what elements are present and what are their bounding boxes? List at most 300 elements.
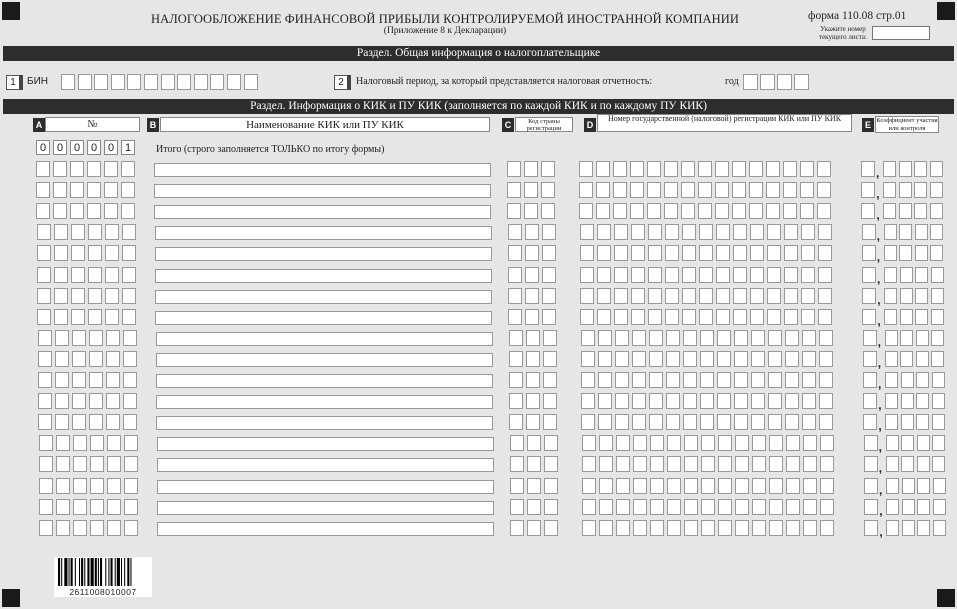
registration-number-cell[interactable] [716, 224, 730, 240]
cfc-name-input[interactable] [156, 395, 493, 409]
registration-number-cell[interactable] [801, 245, 815, 261]
registration-number-cell[interactable] [614, 288, 628, 304]
registration-number-cell[interactable] [682, 224, 696, 240]
bin-digit-cell[interactable] [61, 74, 75, 90]
coefficient-integer-cell[interactable] [864, 456, 878, 472]
registration-number-cell[interactable] [648, 245, 662, 261]
registration-number-cell[interactable] [699, 224, 713, 240]
registration-number-cell[interactable] [783, 182, 797, 198]
country-code-cell[interactable] [525, 309, 539, 325]
row-number-cell[interactable] [107, 478, 121, 494]
row-number-cell[interactable] [73, 435, 87, 451]
registration-number-cell[interactable] [633, 520, 647, 536]
coefficient-decimal-cell[interactable] [901, 414, 914, 430]
bin-digit-cell[interactable] [78, 74, 92, 90]
registration-number-cell[interactable] [783, 203, 797, 219]
registration-number-cell[interactable] [767, 309, 781, 325]
registration-number-cell[interactable] [647, 161, 661, 177]
country-code-cell[interactable] [526, 414, 540, 430]
registration-number-cell[interactable] [700, 372, 714, 388]
country-code-cell[interactable] [526, 372, 540, 388]
registration-number-cell[interactable] [631, 245, 645, 261]
coefficient-decimal-cell[interactable] [886, 435, 899, 451]
row-number-cell[interactable] [87, 203, 101, 219]
row-number-cell[interactable] [122, 267, 136, 283]
registration-number-cell[interactable] [596, 182, 610, 198]
coefficient-decimal-cell[interactable] [884, 245, 897, 261]
registration-number-cell[interactable] [665, 309, 679, 325]
registration-number-cell[interactable] [735, 435, 749, 451]
registration-number-cell[interactable] [700, 393, 714, 409]
row-number-cell[interactable] [121, 182, 135, 198]
registration-number-cell[interactable] [717, 414, 731, 430]
country-code-cell[interactable] [541, 161, 555, 177]
registration-number-cell[interactable] [735, 456, 749, 472]
registration-number-cell[interactable] [785, 372, 799, 388]
coefficient-decimal-cell[interactable] [886, 520, 899, 536]
row-number-cell[interactable] [38, 372, 52, 388]
row-number-cell[interactable] [107, 520, 121, 536]
registration-number-cell[interactable] [769, 520, 783, 536]
registration-number-cell[interactable] [733, 224, 747, 240]
country-code-cell[interactable] [508, 245, 522, 261]
registration-number-cell[interactable] [734, 414, 748, 430]
row-number-cell[interactable] [53, 203, 67, 219]
registration-number-cell[interactable] [649, 414, 663, 430]
registration-number-cell[interactable] [698, 182, 712, 198]
coefficient-decimal-cell[interactable] [915, 309, 928, 325]
row-number-cell[interactable] [55, 414, 69, 430]
bin-digit-cell[interactable] [210, 74, 224, 90]
registration-number-cell[interactable] [664, 182, 678, 198]
coefficient-decimal-cell[interactable] [917, 478, 930, 494]
country-code-cell[interactable] [508, 267, 522, 283]
registration-number-cell[interactable] [598, 414, 612, 430]
registration-number-cell[interactable] [599, 456, 613, 472]
registration-number-cell[interactable] [666, 414, 680, 430]
row-number-cell[interactable] [70, 203, 84, 219]
registration-number-cell[interactable] [616, 478, 630, 494]
registration-number-cell[interactable] [751, 330, 765, 346]
registration-number-cell[interactable] [581, 330, 595, 346]
row-number-cell[interactable] [56, 520, 70, 536]
registration-number-cell[interactable] [630, 161, 644, 177]
registration-number-cell[interactable] [800, 203, 814, 219]
row-number-cell[interactable] [122, 309, 136, 325]
registration-number-cell[interactable] [615, 351, 629, 367]
registration-number-cell[interactable] [649, 372, 663, 388]
country-code-cell[interactable] [509, 372, 523, 388]
row-number-cell[interactable] [88, 224, 102, 240]
coefficient-decimal-cell[interactable] [885, 372, 898, 388]
row-number-cell[interactable] [73, 478, 87, 494]
country-code-cell[interactable] [542, 245, 556, 261]
registration-number-cell[interactable] [700, 330, 714, 346]
row-number-cell[interactable] [90, 520, 104, 536]
coefficient-decimal-cell[interactable] [884, 224, 897, 240]
registration-number-cell[interactable] [718, 499, 732, 515]
row-number-cell[interactable] [124, 478, 138, 494]
row-number-cell[interactable] [90, 499, 104, 515]
registration-number-cell[interactable] [682, 267, 696, 283]
coefficient-decimal-cell[interactable] [915, 267, 928, 283]
cfc-name-input[interactable] [155, 226, 492, 240]
row-number-cell[interactable] [105, 267, 119, 283]
country-code-cell[interactable] [544, 456, 558, 472]
row-number-cell[interactable] [124, 520, 138, 536]
row-number-cell[interactable] [39, 499, 53, 515]
row-number-cell[interactable] [53, 182, 67, 198]
registration-number-cell[interactable] [681, 203, 695, 219]
country-code-cell[interactable] [510, 478, 524, 494]
coefficient-integer-cell[interactable] [864, 478, 878, 494]
row-number-cell[interactable] [36, 182, 50, 198]
coefficient-decimal-cell[interactable] [885, 330, 898, 346]
registration-number-cell[interactable] [786, 478, 800, 494]
coefficient-integer-cell[interactable] [862, 309, 876, 325]
registration-number-cell[interactable] [665, 288, 679, 304]
registration-number-cell[interactable] [633, 435, 647, 451]
registration-number-cell[interactable] [632, 414, 646, 430]
row-number-cell[interactable] [123, 351, 137, 367]
coefficient-decimal-cell[interactable] [899, 182, 912, 198]
country-code-cell[interactable] [542, 288, 556, 304]
bin-digit-cell[interactable] [244, 74, 258, 90]
row-number-cell[interactable] [72, 414, 86, 430]
registration-number-cell[interactable] [633, 478, 647, 494]
registration-number-cell[interactable] [648, 224, 662, 240]
registration-number-cell[interactable] [786, 456, 800, 472]
registration-number-cell[interactable] [752, 435, 766, 451]
coefficient-decimal-cell[interactable] [886, 478, 899, 494]
country-code-cell[interactable] [525, 267, 539, 283]
coefficient-decimal-cell[interactable] [901, 456, 914, 472]
registration-number-cell[interactable] [615, 414, 629, 430]
registration-number-cell[interactable] [667, 499, 681, 515]
registration-number-cell[interactable] [580, 224, 594, 240]
registration-number-cell[interactable] [683, 330, 697, 346]
registration-number-cell[interactable] [582, 478, 596, 494]
registration-number-cell[interactable] [735, 499, 749, 515]
coefficient-decimal-cell[interactable] [899, 203, 912, 219]
coefficient-decimal-cell[interactable] [914, 182, 927, 198]
row-number-cell[interactable] [123, 414, 137, 430]
registration-number-cell[interactable] [752, 478, 766, 494]
registration-number-cell[interactable] [766, 161, 780, 177]
registration-number-cell[interactable] [632, 351, 646, 367]
registration-number-cell[interactable] [613, 182, 627, 198]
row-number-cell[interactable] [89, 372, 103, 388]
country-code-cell[interactable] [527, 520, 541, 536]
row-number-cell[interactable] [56, 456, 70, 472]
coefficient-integer-cell[interactable] [863, 393, 877, 409]
registration-number-cell[interactable] [684, 520, 698, 536]
registration-number-cell[interactable] [768, 372, 782, 388]
registration-number-cell[interactable] [803, 478, 817, 494]
registration-number-cell[interactable] [582, 499, 596, 515]
cfc-name-input[interactable] [157, 480, 494, 494]
coefficient-decimal-cell[interactable] [917, 456, 930, 472]
registration-number-cell[interactable] [649, 393, 663, 409]
registration-number-cell[interactable] [581, 372, 595, 388]
coefficient-decimal-cell[interactable] [899, 245, 912, 261]
registration-number-cell[interactable] [818, 288, 832, 304]
coefficient-integer-cell[interactable] [863, 330, 877, 346]
country-code-cell[interactable] [544, 478, 558, 494]
row-number-cell[interactable] [88, 288, 102, 304]
row-number-cell[interactable] [124, 456, 138, 472]
registration-number-cell[interactable] [820, 456, 834, 472]
bin-digit-cell[interactable] [94, 74, 108, 90]
row-number-cell[interactable] [106, 372, 120, 388]
registration-number-cell[interactable] [682, 288, 696, 304]
row-number-cell[interactable] [55, 351, 69, 367]
country-code-cell[interactable] [527, 456, 541, 472]
registration-number-cell[interactable] [614, 224, 628, 240]
coefficient-decimal-cell[interactable] [931, 330, 944, 346]
registration-number-cell[interactable] [665, 245, 679, 261]
registration-number-cell[interactable] [648, 309, 662, 325]
registration-number-cell[interactable] [785, 393, 799, 409]
cfc-name-input[interactable] [155, 247, 492, 261]
country-code-cell[interactable] [543, 351, 557, 367]
coefficient-integer-cell[interactable] [861, 182, 875, 198]
row-number-cell[interactable] [106, 393, 120, 409]
coefficient-decimal-cell[interactable] [902, 478, 915, 494]
registration-number-cell[interactable] [768, 414, 782, 430]
coefficient-decimal-cell[interactable] [916, 372, 929, 388]
coefficient-integer-cell[interactable] [861, 203, 875, 219]
registration-number-cell[interactable] [766, 203, 780, 219]
registration-number-cell[interactable] [650, 499, 664, 515]
registration-number-cell[interactable] [698, 161, 712, 177]
country-code-cell[interactable] [508, 309, 522, 325]
registration-number-cell[interactable] [683, 351, 697, 367]
coefficient-integer-cell[interactable] [864, 520, 878, 536]
registration-number-cell[interactable] [786, 499, 800, 515]
country-code-cell[interactable] [509, 414, 523, 430]
coefficient-decimal-cell[interactable] [916, 414, 929, 430]
row-number-cell[interactable] [72, 330, 86, 346]
coefficient-decimal-cell[interactable] [930, 203, 943, 219]
registration-number-cell[interactable] [819, 414, 833, 430]
country-code-cell[interactable] [525, 245, 539, 261]
country-code-cell[interactable] [510, 499, 524, 515]
coefficient-integer-cell[interactable] [864, 499, 878, 515]
registration-number-cell[interactable] [616, 456, 630, 472]
registration-number-cell[interactable] [667, 478, 681, 494]
registration-number-cell[interactable] [819, 372, 833, 388]
registration-number-cell[interactable] [598, 351, 612, 367]
row-number-cell[interactable] [124, 435, 138, 451]
registration-number-cell[interactable] [596, 161, 610, 177]
registration-number-cell[interactable] [701, 499, 715, 515]
row-number-cell[interactable] [106, 330, 120, 346]
registration-number-cell[interactable] [733, 288, 747, 304]
country-code-cell[interactable] [524, 203, 538, 219]
registration-number-cell[interactable] [665, 224, 679, 240]
country-code-cell[interactable] [544, 435, 558, 451]
row-number-cell[interactable] [104, 161, 118, 177]
registration-number-cell[interactable] [701, 478, 715, 494]
registration-number-cell[interactable] [803, 456, 817, 472]
registration-number-cell[interactable] [631, 267, 645, 283]
coefficient-decimal-cell[interactable] [899, 224, 912, 240]
coefficient-decimal-cell[interactable] [931, 267, 944, 283]
coefficient-decimal-cell[interactable] [883, 203, 896, 219]
row-number-cell[interactable] [71, 224, 85, 240]
registration-number-cell[interactable] [732, 161, 746, 177]
registration-number-cell[interactable] [582, 456, 596, 472]
country-code-cell[interactable] [507, 182, 521, 198]
coefficient-decimal-cell[interactable] [932, 372, 945, 388]
coefficient-decimal-cell[interactable] [933, 478, 946, 494]
row-number-cell[interactable] [38, 414, 52, 430]
coefficient-decimal-cell[interactable] [931, 351, 944, 367]
registration-number-cell[interactable] [718, 435, 732, 451]
registration-number-cell[interactable] [599, 499, 613, 515]
registration-number-cell[interactable] [716, 309, 730, 325]
registration-number-cell[interactable] [767, 267, 781, 283]
registration-number-cell[interactable] [630, 203, 644, 219]
row-number-cell[interactable] [54, 288, 68, 304]
registration-number-cell[interactable] [750, 309, 764, 325]
row-number-cell[interactable] [124, 499, 138, 515]
coefficient-decimal-cell[interactable] [917, 435, 930, 451]
country-code-cell[interactable] [524, 161, 538, 177]
row-number-cell[interactable] [54, 267, 68, 283]
registration-number-cell[interactable] [735, 520, 749, 536]
country-code-cell[interactable] [507, 203, 521, 219]
registration-number-cell[interactable] [650, 478, 664, 494]
registration-number-cell[interactable] [784, 288, 798, 304]
registration-number-cell[interactable] [768, 330, 782, 346]
registration-number-cell[interactable] [615, 393, 629, 409]
country-code-cell[interactable] [509, 393, 523, 409]
cfc-name-input[interactable] [155, 311, 492, 325]
coefficient-decimal-cell[interactable] [914, 203, 927, 219]
year-digit-cell[interactable] [743, 74, 758, 90]
registration-number-cell[interactable] [580, 245, 594, 261]
country-code-cell[interactable] [509, 330, 523, 346]
registration-number-cell[interactable] [598, 330, 612, 346]
row-number-cell[interactable] [89, 351, 103, 367]
row-number-cell[interactable] [88, 245, 102, 261]
registration-number-cell[interactable] [784, 267, 798, 283]
registration-number-cell[interactable] [613, 203, 627, 219]
cfc-name-input[interactable] [156, 353, 493, 367]
row-number-cell[interactable] [37, 245, 51, 261]
registration-number-cell[interactable] [632, 372, 646, 388]
registration-number-cell[interactable] [666, 372, 680, 388]
coefficient-decimal-cell[interactable] [884, 267, 897, 283]
row-number-cell[interactable] [56, 478, 70, 494]
country-code-cell[interactable] [542, 267, 556, 283]
coefficient-integer-cell[interactable] [862, 224, 876, 240]
registration-number-cell[interactable] [716, 288, 730, 304]
coefficient-decimal-cell[interactable] [931, 309, 944, 325]
coefficient-decimal-cell[interactable] [930, 224, 943, 240]
registration-number-cell[interactable] [581, 393, 595, 409]
cfc-name-input[interactable] [157, 501, 494, 515]
registration-number-cell[interactable] [633, 499, 647, 515]
registration-number-cell[interactable] [803, 499, 817, 515]
registration-number-cell[interactable] [631, 309, 645, 325]
row-number-cell[interactable] [55, 330, 69, 346]
country-code-cell[interactable] [508, 288, 522, 304]
coefficient-decimal-cell[interactable] [931, 288, 944, 304]
row-number-cell[interactable] [123, 372, 137, 388]
coefficient-decimal-cell[interactable] [886, 499, 899, 515]
country-code-cell[interactable] [527, 499, 541, 515]
row-number-cell[interactable] [72, 393, 86, 409]
registration-number-cell[interactable] [749, 203, 763, 219]
coefficient-decimal-cell[interactable] [930, 161, 943, 177]
registration-number-cell[interactable] [667, 520, 681, 536]
row-number-cell[interactable] [71, 245, 85, 261]
coefficient-decimal-cell[interactable] [932, 435, 945, 451]
row-number-cell[interactable] [105, 288, 119, 304]
row-number-cell[interactable] [36, 203, 50, 219]
registration-number-cell[interactable] [683, 393, 697, 409]
registration-number-cell[interactable] [614, 267, 628, 283]
row-number-cell[interactable] [73, 456, 87, 472]
registration-number-cell[interactable] [785, 414, 799, 430]
registration-number-cell[interactable] [751, 414, 765, 430]
coefficient-integer-cell[interactable] [861, 161, 875, 177]
row-number-cell[interactable] [106, 351, 120, 367]
cfc-name-input[interactable] [154, 163, 491, 177]
coefficient-decimal-cell[interactable] [932, 456, 945, 472]
registration-number-cell[interactable] [802, 372, 816, 388]
bin-digit-cell[interactable] [111, 74, 125, 90]
page-number-input[interactable] [872, 26, 930, 40]
cfc-name-input[interactable] [156, 374, 493, 388]
registration-number-cell[interactable] [699, 309, 713, 325]
row-number-cell[interactable] [54, 224, 68, 240]
row-number-cell[interactable] [89, 414, 103, 430]
registration-number-cell[interactable] [579, 182, 593, 198]
coefficient-decimal-cell[interactable] [901, 435, 914, 451]
row-number-cell[interactable] [88, 309, 102, 325]
bin-digit-cell[interactable] [194, 74, 208, 90]
registration-number-cell[interactable] [580, 267, 594, 283]
cfc-name-input[interactable] [157, 458, 494, 472]
registration-number-cell[interactable] [800, 161, 814, 177]
row-number-cell[interactable] [37, 288, 51, 304]
row-number-cell[interactable] [56, 435, 70, 451]
year-digit-cell[interactable] [777, 74, 792, 90]
registration-number-cell[interactable] [750, 224, 764, 240]
coefficient-decimal-cell[interactable] [932, 414, 945, 430]
registration-number-cell[interactable] [768, 351, 782, 367]
country-code-cell[interactable] [524, 182, 538, 198]
registration-number-cell[interactable] [768, 393, 782, 409]
coefficient-decimal-cell[interactable] [886, 456, 899, 472]
registration-number-cell[interactable] [734, 330, 748, 346]
row-number-cell[interactable] [107, 435, 121, 451]
registration-number-cell[interactable] [801, 224, 815, 240]
coefficient-decimal-cell[interactable] [885, 414, 898, 430]
country-code-cell[interactable] [510, 456, 524, 472]
country-code-cell[interactable] [526, 351, 540, 367]
row-number-cell[interactable] [72, 372, 86, 388]
registration-number-cell[interactable] [769, 456, 783, 472]
country-code-cell[interactable] [542, 309, 556, 325]
registration-number-cell[interactable] [582, 435, 596, 451]
row-number-cell[interactable] [55, 393, 69, 409]
row-number-cell[interactable] [87, 161, 101, 177]
